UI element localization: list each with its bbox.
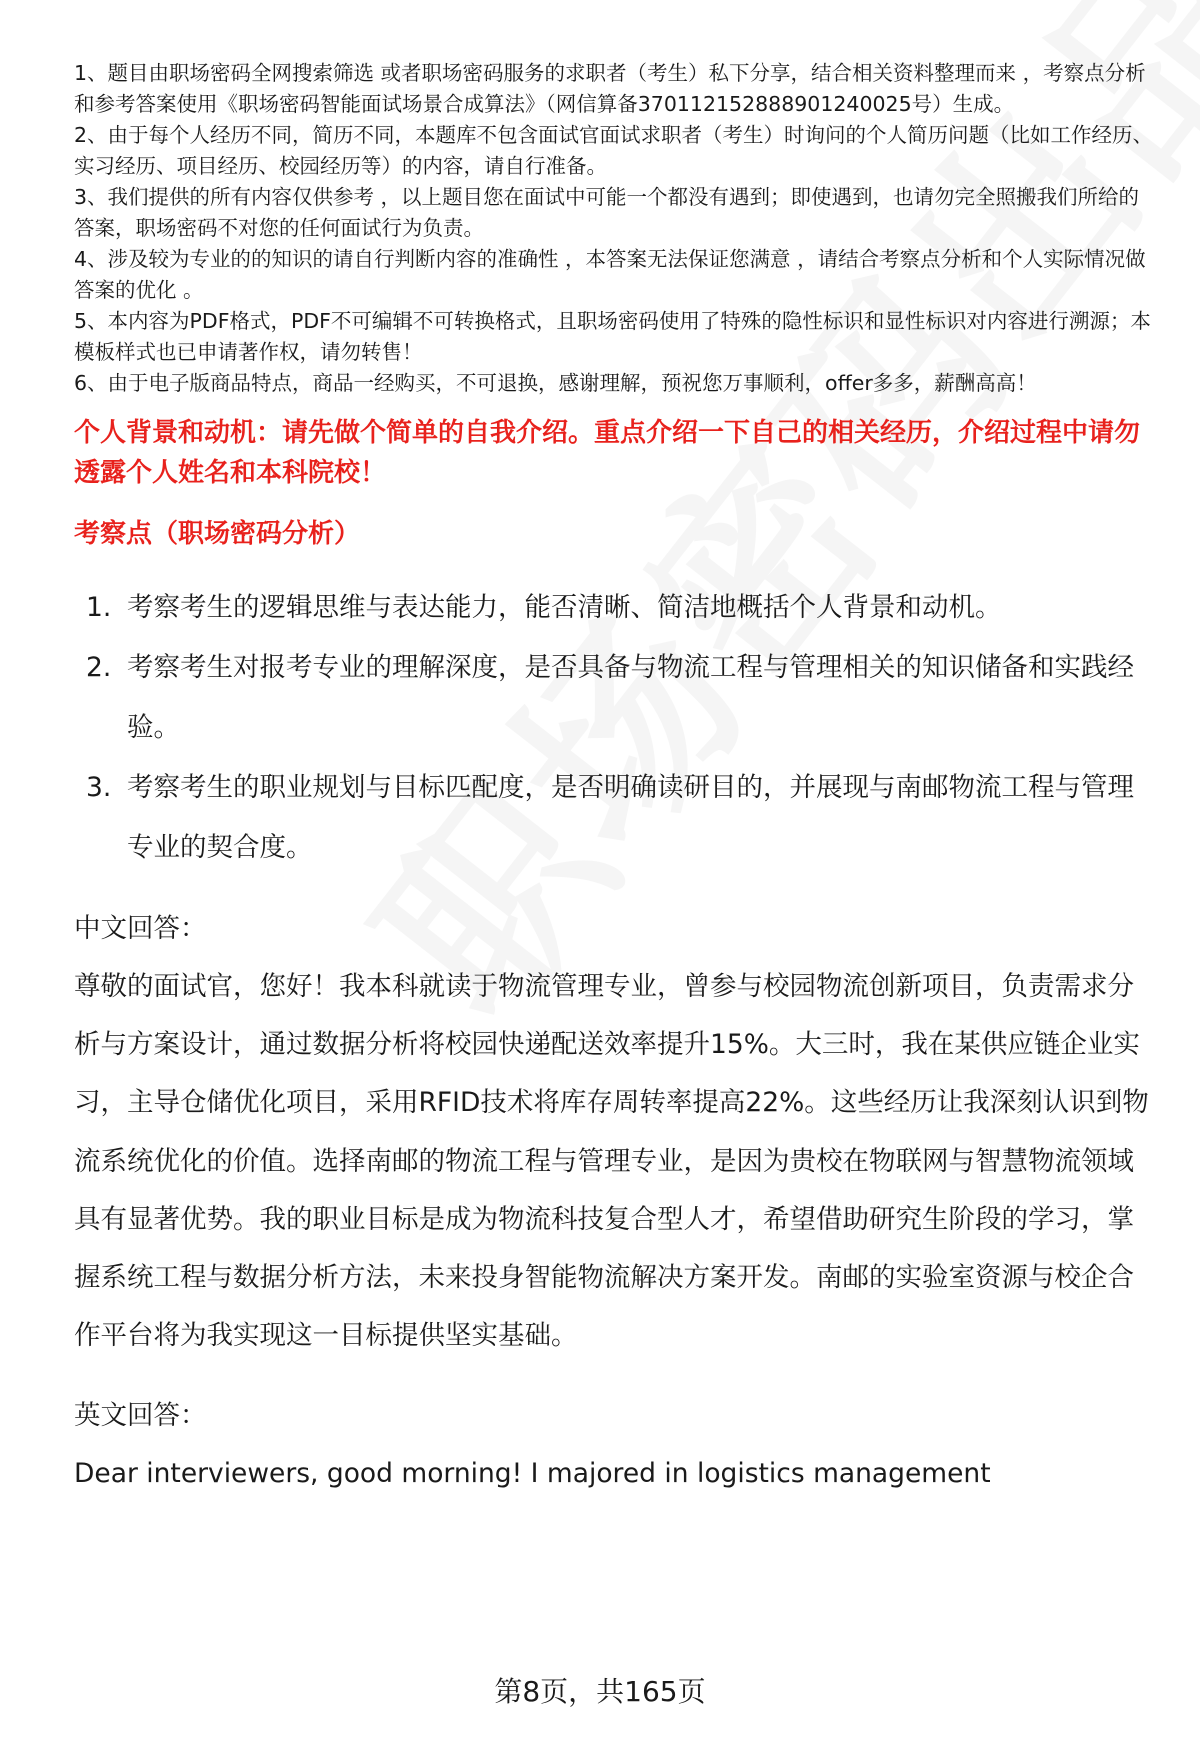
list-number: 3. xyxy=(86,772,112,803)
list-text: 考察考生对报考专业的理解深度，是否具备与物流工程与管理相关的知识储备和实践经验。 xyxy=(127,652,1134,743)
note-1: 1、题目由职场密码全网搜索筛选 或者职场密码服务的求职者（考生）私下分享，结合相关资料整理而来 ，考察点分析和参考答案使用《职场密码智能面试场景合成算法》（网信算备370112152888901240025号）生成。 xyxy=(74,61,1146,116)
list-item xyxy=(74,578,1159,638)
list-text: 考察考生的职业规划与目标匹配度，是否明确读研目的，并展现与南邮物流工程与管理专业的契合度。 xyxy=(127,772,1134,863)
page-number-footer: 第8页，共165页 xyxy=(494,1675,706,1708)
document-page xyxy=(74,58,1159,1504)
english-answer-text: Dear interviewers, good morning! I majored in logistics management xyxy=(74,1458,991,1490)
note-4: 4、涉及较为专业的的知识的请自行判断内容的准确性 ，本答案无法保证您满意 ，请结合考察点分析和个人实际情况做答案的优化 。 xyxy=(74,247,1146,302)
note-3: 3、我们提供的所有内容仅供参考 ，以上题目您在面试中可能一个都没有遇到；即使遇到，也请勿完全照搬我们所给的答案，职场密码不对您的任何面试行为负责。 xyxy=(74,185,1140,240)
note-5: 5、本内容为PDF格式，PDF不可编辑不可转换格式，且职场密码使用了特殊的隐性标识和显性标识对内容进行溯源；本模板样式也已申请著作权，请勿转售！ xyxy=(74,309,1151,364)
chinese-answer-text: 尊敬的面试官，您好！我本科就读于物流管理专业，曾参与校园物流创新项目，负责需求分析与方案设计，通过数据分析将校园快递配送效率提升15%。大三时，我在某供应链企业实习，主导仓储优化项目，采用RFID技术将库存周转率提高22%。这些经历让我深刻认识到物流系统优化的价值。选择南邮的物流工程与管理专业，是因为贵校在物联网与智慧物流领域具有显著优势。我的职业目标是成为物流科技复合型人才，希望借助研究生阶段的学习，掌握系统工程与数据分析方法，未来投身智能物流解决方案开发。南邮的实验室资源与校企合作平台将为我实现这一目标提供坚实基础。 xyxy=(74,971,1149,1352)
list-text: 考察考生的逻辑思维与表达能力，能否清晰、简洁地概括个人背景和动机。 xyxy=(127,592,1002,623)
question-title: 个人背景和动机：请先做个简单的自我介绍。重点介绍一下自己的相关经历，介绍过程中请勿透露个人姓名和本科院校！ xyxy=(74,418,1141,488)
english-answer-label: 英文回答： xyxy=(74,1400,207,1432)
list-item xyxy=(74,758,1159,878)
list-item xyxy=(74,638,1159,758)
analysis-points xyxy=(74,578,1159,878)
note-2: 2、由于每个人经历不同，简历不同，本题库不包含面试官面试求职者（考生）时询问的个人简历问题（比如工作经历、实习经历、项目经历、校园经历等）的内容，请自行准备。 xyxy=(74,123,1154,178)
list-number: 2. xyxy=(86,652,112,683)
note-6: 6、由于电子版商品特点，商品一经购买，不可退换，感谢理解，预祝您万事顺利，offer多多，薪酬高高！ xyxy=(74,371,1037,395)
disclaimer-notes xyxy=(74,58,1159,399)
chinese-answer-label: 中文回答： xyxy=(74,913,207,944)
list-number: 1. xyxy=(86,592,112,623)
analysis-heading: 考察点（职场密码分析） xyxy=(74,519,361,549)
